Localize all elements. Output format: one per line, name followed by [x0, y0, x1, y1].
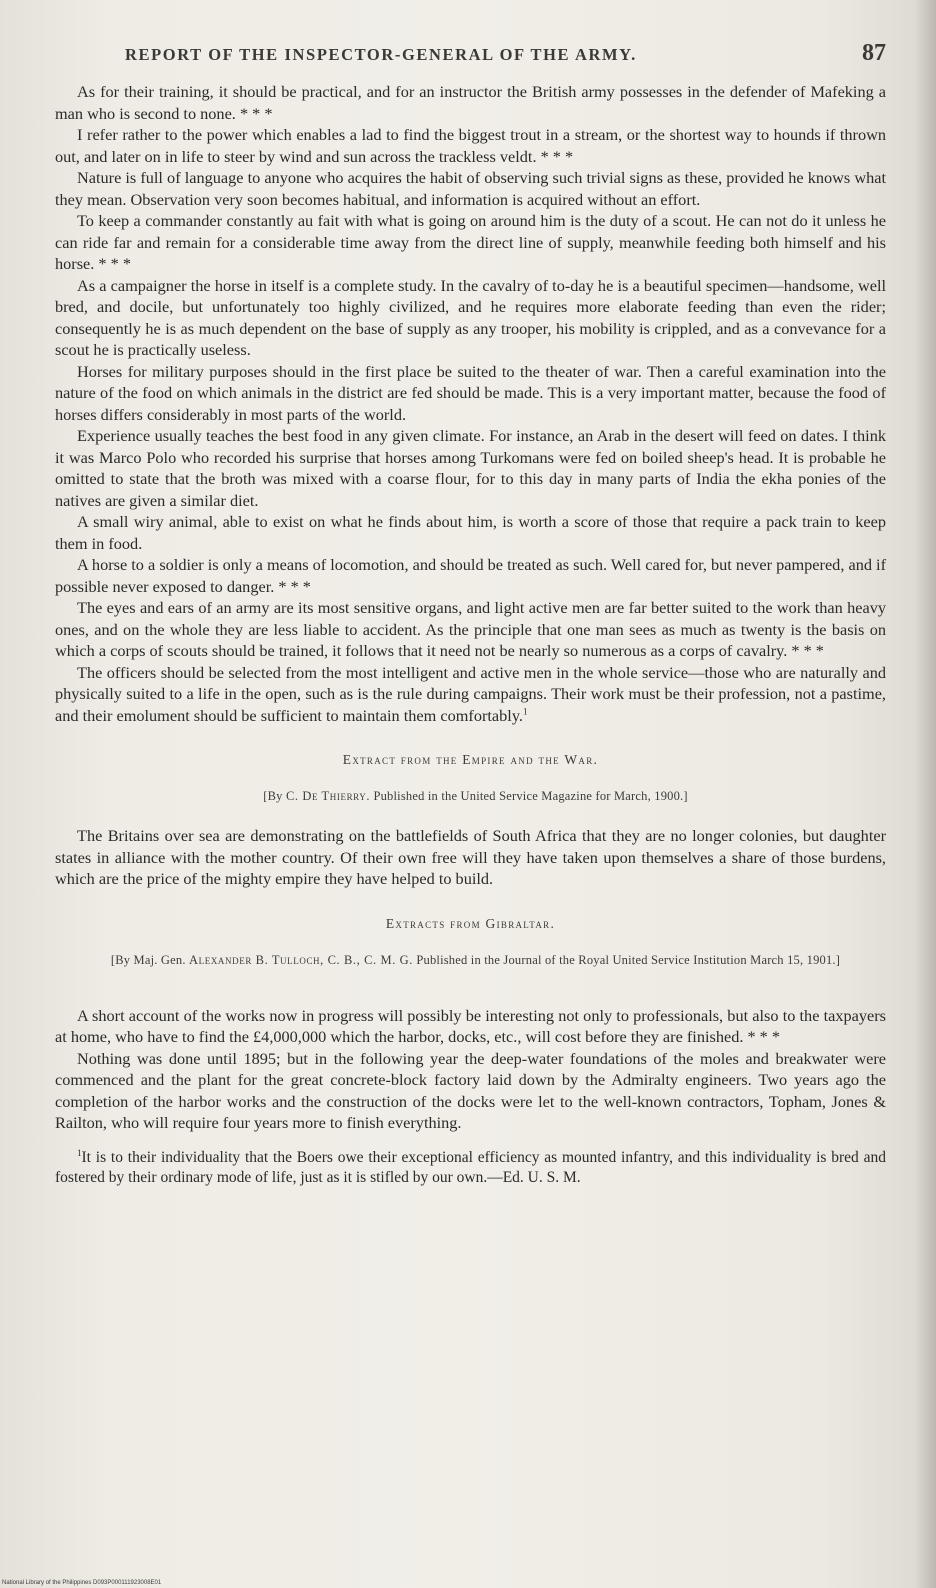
byline-author: C. De Thierry.	[285, 789, 371, 803]
footnote-marker: 1	[77, 1147, 82, 1158]
header-title: REPORT OF THE INSPECTOR-GENERAL OF THE ARMY.	[125, 45, 637, 64]
main-text	[55, 81, 886, 726]
paragraph: Nature is full of language to anyone who acquires the habit of observing such trivial signs as these, provided he knows what they mean. Observation very soon becomes habitual, and information is acquired without an effort.	[55, 168, 886, 209]
paragraph-gibraltar: A short account of the works now in progress will possibly be interesting not only to professionals, but also to the taxpayers at home, who have to find the £4,000,000 which the harbor, docks, etc., will cost before they are finished. * * *	[55, 1005, 886, 1046]
footnote	[55, 1148, 886, 1188]
paragraph: As for their training, it should be practical, and for an instructor the British army possesses in the defender of Mafeking a man who is second to none. * * *	[55, 82, 886, 123]
footnote-reference: 1	[522, 706, 528, 717]
paragraph-empire: The Britains over sea are demonstrating on the battlefields of South Africa that they are no longer colonies, but daughter states in alliance with the mother country. Of their own free will they have taken upon themselves a share of those burdens, which are the price of the mighty empire they have helped to build.	[55, 826, 886, 888]
paragraph: To keep a commander constantly au fait with what is going on around him is the duty of a scout. He can not do it unless he can ride far and remain for a considerable time away from the direct line of supply, meanwhile feeding both himself and his horse. * * *	[55, 211, 886, 273]
paragraph-gibraltar: Nothing was done until 1895; but in the following year the deep-water foundations of the moles and breakwater were commenced and the plant for the great concrete-block factory laid down by the Admiralty engineers. Two years ago the completion of the harbor works and the construction of the docks were let to the well-known contractors, Topham, Jones & Railton, who will require four years more to finish everything.	[55, 1048, 886, 1132]
byline-prefix: [By	[263, 789, 286, 803]
paragraph: I refer rather to the power which enables a lad to find the biggest trout in a stream, or the shortest way to hounds if thrown out, and later on in life to steer by wind and sun across the trackless veldt. * * *	[55, 125, 886, 166]
section-heading-gibraltar: Extracts from Gibraltar.	[385, 915, 556, 931]
paragraph: As a campaigner the horse in itself is a complete study. In the cavalry of to-day he is a beautiful specimen—handsome, well bred, and docile, but unfortunately too highly civilized, and he requires more elaborate feeding than even the rider; consequently he is as much dependent on the base of supply as any trooper, his mobility is crippled, and as a convevance for a scout he is practically useless.	[55, 275, 886, 359]
paragraph-with-footnote	[55, 662, 886, 727]
paragraph: A horse to a soldier is only a means of locomotion, and should be treated as such. Well cared for, but never pampered, and if possible never exposed to danger. * * *	[55, 555, 886, 596]
paragraph: The eyes and ears of an army are its most sensitive organs, and light active men are far better suited to the work than heavy ones, and on the whole they are less liable to accident. As the principle that one man sees as much as twenty is the basis on which a corps of scouts should be trained, it follows that it need not be nearly so numerous as a corps of cavalry. * * *	[55, 598, 886, 660]
section-heading-empire: Extract from the Empire and the War.	[342, 752, 599, 767]
footnote-text: It is to their individuality that the Boers owe their exceptional efficiency as mounted infantry, and this individuality is bred and fostered by their ordinary mode of life, just as it is stifled by our own.—Ed. U. S. M.	[55, 1148, 886, 1186]
paragraph: Experience usually teaches the best food in any given climate. For instance, an Arab in the desert will feed on dates. I think it was Marco Polo who recorded his surprise that horses among Turkomans were fed on boiled sheep's head. It is probable he omitted to state that the broth was mixed with a coarse flour, for to this day in many parts of India the ekha ponies of the natives are given a similar diet.	[55, 426, 886, 510]
paragraph: Horses for military purposes should in the first place be suited to the theater of war. Then a careful examination into the nature of the food on which animals in the district are fed should be made. This is a very important matter, because the food of horses differs considerably in most parts of the world.	[55, 361, 886, 424]
page-edge-shadow	[914, 0, 936, 1588]
running-header	[55, 40, 886, 67]
byline-source: Published in the United Service Magazine for March, 1900.]	[370, 789, 688, 803]
paragraph: A small wiry animal, able to exist on what he finds about him, is worth a score of those that require a pack train to keep them in food.	[55, 512, 886, 553]
page-number: 87	[862, 40, 886, 66]
scan-credit: National Library of the Philippines D093P000111923008E01	[2, 1580, 162, 1586]
byline-prefix: [By Maj. Gen.	[110, 952, 190, 967]
paragraph-text: The officers should be selected from the most intelligent and active men in the whole service—those who are naturally and physically suited to a life in the open, such as is the rule during campaigns. Their work must be their profession, not a pastime, and their emolument should be sufficient to maintain them comfortably.	[55, 662, 886, 725]
byline-author: Alexander B. Tulloch, C. B., C. M. G.	[189, 952, 414, 967]
byline-gibraltar	[85, 952, 866, 969]
byline-empire	[85, 788, 866, 805]
byline-source: Published in the Journal of the Royal United Service Institution March 15, 1901.]	[413, 952, 841, 967]
